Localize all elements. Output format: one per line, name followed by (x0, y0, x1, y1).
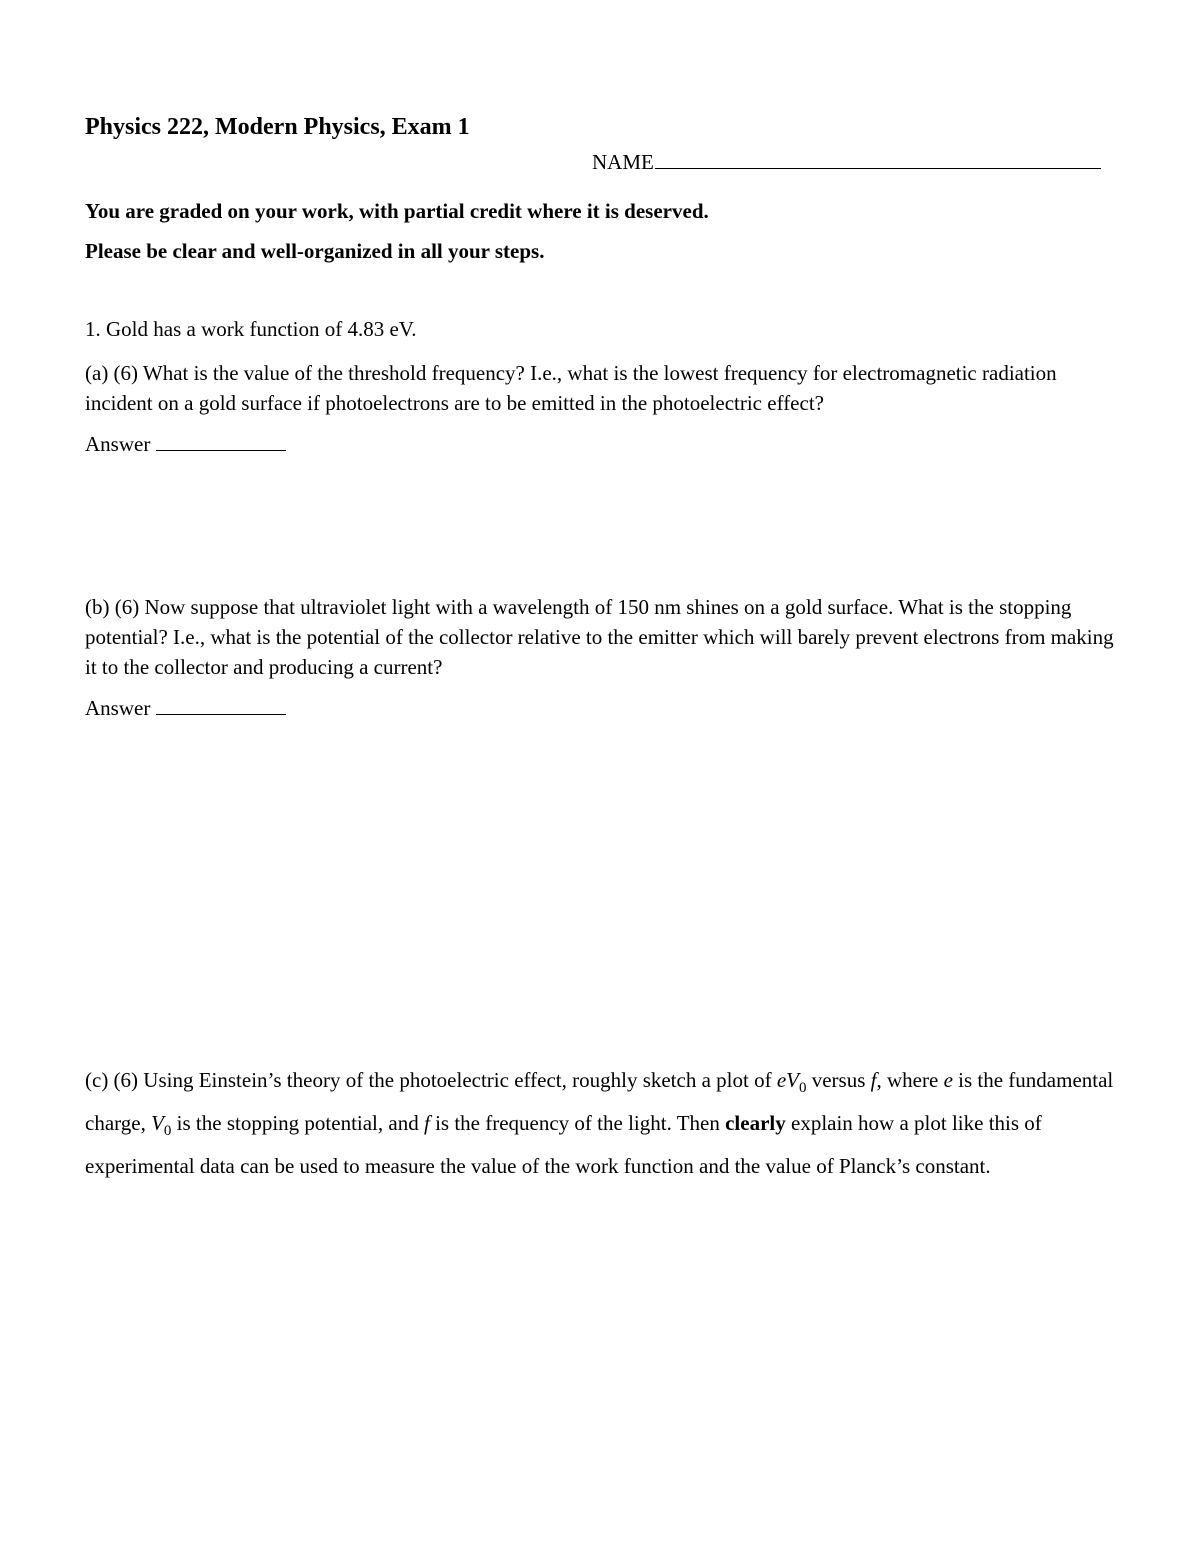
math-subscript-0: 0 (798, 1080, 807, 1096)
q1c-part1: (c) (6) Using Einstein’s theory of the photoelectric effect, roughly sketch a plot of (85, 1068, 777, 1092)
name-field[interactable] (592, 146, 1101, 175)
q1c-part7: explain how a plot like this of experimental data can be used to measure the value of the work function and the value of Planck’s constant. (85, 1111, 1042, 1178)
question-1a-text: (a) (6) What is the value of the threshold frequency? I.e., what is the lowest frequency for electromagnetic radiation incident on a gold surface if photoelectrons are to be emitted in the photoelectric effect? (85, 361, 1057, 415)
answer-label: Answer (85, 696, 151, 720)
question-1b-text: (b) (6) Now suppose that ultraviolet light with a wavelength of 150 nm shines on a gold surface. What is the stopping potential? I.e., what is the potential of the collector relative to the emitter which will barely prevent electrons from making it to the collector and producing a current? (85, 595, 1114, 679)
math-e: e (776, 1068, 787, 1092)
answer-blank-line[interactable] (156, 430, 286, 451)
q1c-part5: is the stopping potential, and (171, 1111, 424, 1135)
q1c-part3: , where (876, 1068, 944, 1092)
question-1-stem: 1. Gold has a work function of 4.83 eV. (85, 317, 417, 341)
answer-label: Answer (85, 432, 151, 456)
q1c-part2: versus (806, 1068, 871, 1092)
math-V: V (151, 1111, 164, 1135)
q1c-part4: is the fundamental charge, (85, 1068, 1114, 1135)
name-blank-line[interactable] (655, 146, 1101, 169)
math-e: e (943, 1068, 953, 1092)
question-1b-answer[interactable] (85, 694, 286, 721)
name-label: NAME (592, 150, 654, 174)
instruction-clarity: Please be clear and well-organized in all your steps. (85, 239, 545, 263)
question-1a-answer[interactable] (85, 430, 286, 457)
question-1c-text (85, 1063, 1117, 1184)
q1c-part6: is the frequency of the light. Then (429, 1111, 726, 1135)
math-V: V (786, 1068, 799, 1092)
math-f: f (870, 1068, 877, 1092)
instruction-grading: You are graded on your work, with partial credit where it is deserved. (85, 199, 709, 223)
emphasis-clearly: clearly (725, 1111, 786, 1135)
math-subscript-0: 0 (163, 1123, 172, 1139)
exam-title: Physics 222, Modern Physics, Exam 1 (85, 114, 470, 140)
answer-blank-line[interactable] (156, 694, 286, 715)
math-f: f (423, 1111, 430, 1135)
